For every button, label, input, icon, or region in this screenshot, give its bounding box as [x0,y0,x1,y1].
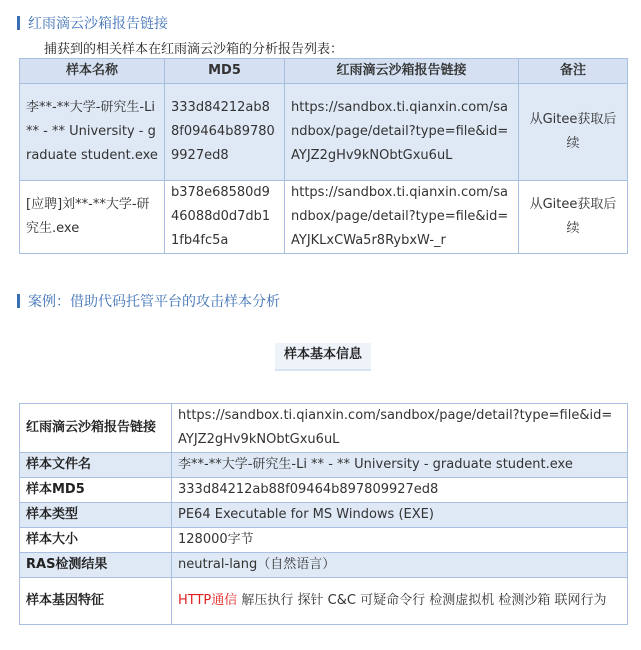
section-heading-text: 案例：借助代码托管平台的攻击样本分析 [28,294,280,310]
info-table-title: 样本基本信息 [275,343,371,371]
info-value: 333d84212ab88f09464b897809927ed8 [172,478,628,503]
info-value: 李**-**大学-研究生-Li ** - ** University - graduate student.exe [172,453,628,478]
report-link[interactable]: https://sandbox.ti.qianxin.com/sandbox/page/detail?type=file&id=AYJZ2gHv9kNObtGxu6uL [172,404,628,453]
gene-feature-list: 解压执行 探针 C&C 可疑命令行 检测虚拟机 检测沙箱 联网行为 [237,593,607,608]
info-key: 样本大小 [20,528,172,553]
table-row [20,84,628,181]
note-cell: 从Gitee获取后续 [519,181,628,254]
accent-bar [17,294,20,308]
intro-text: 捕获到的相关样本在红雨滴云沙箱的分析报告列表： [44,42,344,57]
col-header-link: 红雨滴云沙箱报告链接 [285,59,519,84]
report-link[interactable]: https://sandbox.ti.qianxin.com/sandbox/page/detail?type=file&id=AYJZ2gHv9kNObtGxu6uL [285,84,519,181]
col-header-md5: MD5 [165,59,285,84]
col-header-name: 样本名称 [20,59,165,84]
section-heading-sandbox [17,13,168,33]
accent-bar [17,16,20,30]
col-header-note: 备注 [519,59,628,84]
gene-features [172,578,628,625]
info-key: 样本MD5 [20,478,172,503]
info-key: 样本文件名 [20,453,172,478]
section-heading-text: 红雨滴云沙箱报告链接 [28,16,168,32]
md5-cell: 333d84212ab88f09464b897809927ed8 [165,84,285,181]
info-key: RAS检测结果 [20,553,172,578]
section-heading-case [17,291,280,311]
note-cell: 从Gitee获取后续 [519,84,628,181]
sample-name-cell: [应聘]刘**-**大学-研究生.exe [20,181,165,254]
info-key: 样本基因特征 [20,578,172,625]
table-row [20,181,628,254]
sample-info-table [19,403,628,625]
md5-cell: b378e68580d946088d0d7db11fb4fc5a [165,181,285,254]
info-value: 128000字节 [172,528,628,553]
info-key: 样本类型 [20,503,172,528]
sample-name-cell: 李**-**大学-研究生-Li ** - ** University - graduate student.exe [20,84,165,181]
sandbox-report-table [19,58,628,254]
info-value: neutral-lang（自然语言） [172,553,628,578]
info-key: 红雨滴云沙箱报告链接 [20,404,172,453]
gene-feature-highlight: HTTP通信 [178,593,238,608]
info-value: PE64 Executable for MS Windows (EXE) [172,503,628,528]
report-link[interactable]: https://sandbox.ti.qianxin.com/sandbox/page/detail?type=file&id=AYJKLxCWa5r8RybxW-_r [285,181,519,254]
